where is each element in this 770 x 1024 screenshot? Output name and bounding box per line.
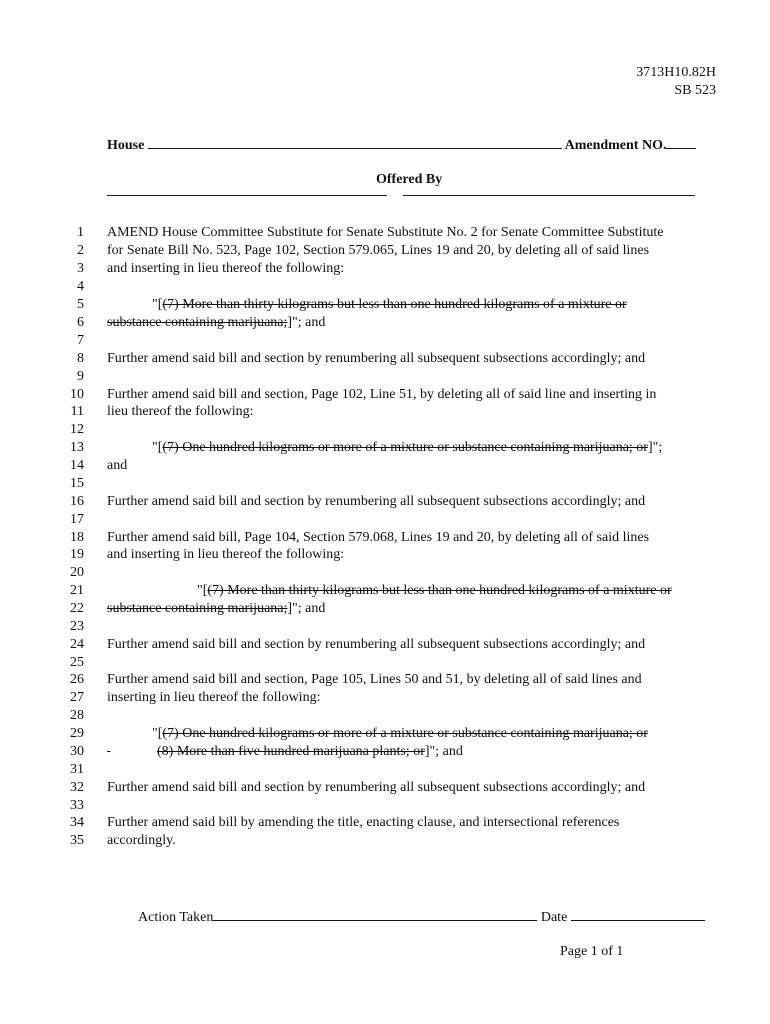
- body-line: Further amend said bill and section, Page 102, Line 51, by deleting all of said line and inserting in: [107, 387, 657, 402]
- line-number: 35: [70, 833, 84, 848]
- quoted-deletion-line: [152, 726, 648, 742]
- line-number: 4: [77, 279, 84, 294]
- quote-open: "[: [152, 297, 163, 312]
- offered-by-blank-right: [403, 194, 695, 196]
- line-number: 26: [70, 672, 84, 687]
- quoted-deletion-line: [152, 297, 627, 313]
- line-number: 8: [77, 351, 84, 366]
- page-number: Page 1 of 1: [560, 944, 624, 959]
- line-number: 31: [70, 762, 84, 777]
- quote-open: "[: [197, 583, 208, 598]
- action-taken-label: Action Taken: [138, 910, 214, 925]
- body-line: and: [107, 458, 128, 473]
- struck-indent: [107, 744, 157, 760]
- struck-text: (7) More than thirty kilograms but less than one hundred kilograms of a mixture or: [207, 583, 672, 598]
- line-number: 5: [77, 297, 84, 312]
- line-number: 29: [70, 726, 84, 741]
- amendment-label: Amendment NO.: [564, 138, 667, 153]
- line-number: 25: [70, 655, 84, 670]
- line-number: 27: [70, 690, 84, 705]
- struck-text: substance containing marijuana;: [107, 601, 288, 616]
- body-line: Further amend said bill and section, Page 105, Lines 50 and 51, by deleting all of said lines and: [107, 672, 642, 687]
- line-number: 14: [70, 458, 84, 473]
- date-blank: [571, 908, 705, 921]
- quoted-deletion-line: [197, 583, 672, 599]
- line-number: 23: [70, 619, 84, 634]
- body-line: Further amend said bill by amending the title, enacting clause, and intersectional references: [107, 815, 620, 830]
- line-number: 11: [70, 404, 84, 419]
- struck-text: (7) One hundred kilograms or more of a mixture or substance containing marijuana; or: [162, 440, 648, 455]
- struck-text: (7) One hundred kilograms or more of a mixture or substance containing marijuana; or: [162, 726, 648, 741]
- line-number: 1: [77, 225, 84, 240]
- quote-open: "[: [152, 726, 163, 741]
- line-number: 2: [77, 243, 84, 258]
- quoted-deletion-line: [152, 440, 662, 456]
- action-taken-line: [138, 908, 705, 926]
- body-line: accordingly.: [107, 833, 176, 848]
- quote-close: ]";: [647, 440, 663, 455]
- line-number: 24: [70, 637, 84, 652]
- struck-text: substance containing marijuana;: [107, 315, 288, 330]
- action-taken-blank: [213, 908, 537, 921]
- quoted-deletion-line: [107, 744, 463, 760]
- amendment-number-blank: [666, 136, 696, 149]
- quote-close: ]"; and: [287, 315, 326, 330]
- line-number: 9: [77, 369, 84, 384]
- line-number: 15: [70, 476, 84, 491]
- doc-code: 3713H10.82H: [636, 65, 716, 80]
- body-line: and inserting in lieu thereof the following:: [107, 547, 345, 562]
- date-label: Date: [540, 910, 568, 925]
- body-line: for Senate Bill No. 523, Page 102, Section 579.065, Lines 19 and 20, by deleting all of said lines: [107, 243, 650, 258]
- line-number: 10: [70, 387, 84, 402]
- offered-by-blank-left: [107, 194, 387, 196]
- struck-text: (8) More than five hundred marijuana plants; or: [157, 744, 425, 759]
- body-line: Further amend said bill, Page 104, Section 579.068, Lines 19 and 20, by deleting all of said lines: [107, 530, 650, 545]
- line-number: 20: [70, 565, 84, 580]
- line-number: 22: [70, 601, 84, 616]
- line-number: 13: [70, 440, 84, 455]
- line-number: 17: [70, 512, 84, 527]
- body-line: Further amend said bill and section by renumbering all subsequent subsections accordingly; and: [107, 780, 646, 795]
- line-number: 12: [70, 422, 84, 437]
- line-number: 33: [70, 798, 84, 813]
- line-number: 16: [70, 494, 84, 509]
- quoted-deletion-line: [107, 315, 325, 331]
- line-number: 6: [77, 315, 84, 330]
- body-line: Further amend said bill and section by renumbering all subsequent subsections accordingly; and: [107, 637, 646, 652]
- chamber-blank: [148, 136, 562, 149]
- line-number: 18: [70, 530, 84, 545]
- quote-close: ]"; and: [287, 601, 326, 616]
- body-line: lieu thereof the following:: [107, 404, 254, 419]
- line-number: 7: [77, 333, 84, 348]
- body-line: inserting in lieu thereof the following:: [107, 690, 321, 705]
- body-line: AMEND House Committee Substitute for Senate Substitute No. 2 for Senate Committee Substitute: [107, 225, 664, 240]
- bill-number: SB 523: [674, 83, 716, 98]
- line-number: 21: [70, 583, 84, 598]
- chamber-label: House: [107, 138, 145, 153]
- line-number: 19: [70, 547, 84, 562]
- quote-close: ]"; and: [424, 744, 463, 759]
- struck-text: (7) More than thirty kilograms but less than one hundred kilograms of a mixture or: [162, 297, 627, 312]
- body-line: and inserting in lieu thereof the following:: [107, 261, 345, 276]
- offered-by-label: Offered By: [376, 172, 443, 187]
- line-number: 28: [70, 708, 84, 723]
- quote-open: "[: [152, 440, 163, 455]
- line-number: 32: [70, 780, 84, 795]
- body-line: Further amend said bill and section by renumbering all subsequent subsections accordingly; and: [107, 351, 646, 366]
- body-line: Further amend said bill and section by renumbering all subsequent subsections accordingly; and: [107, 494, 646, 509]
- line-number: 3: [77, 261, 84, 276]
- quoted-deletion-line: [107, 601, 325, 617]
- house-amendment-line: [107, 136, 696, 154]
- line-number: 30: [70, 744, 84, 759]
- line-number: 34: [70, 815, 84, 830]
